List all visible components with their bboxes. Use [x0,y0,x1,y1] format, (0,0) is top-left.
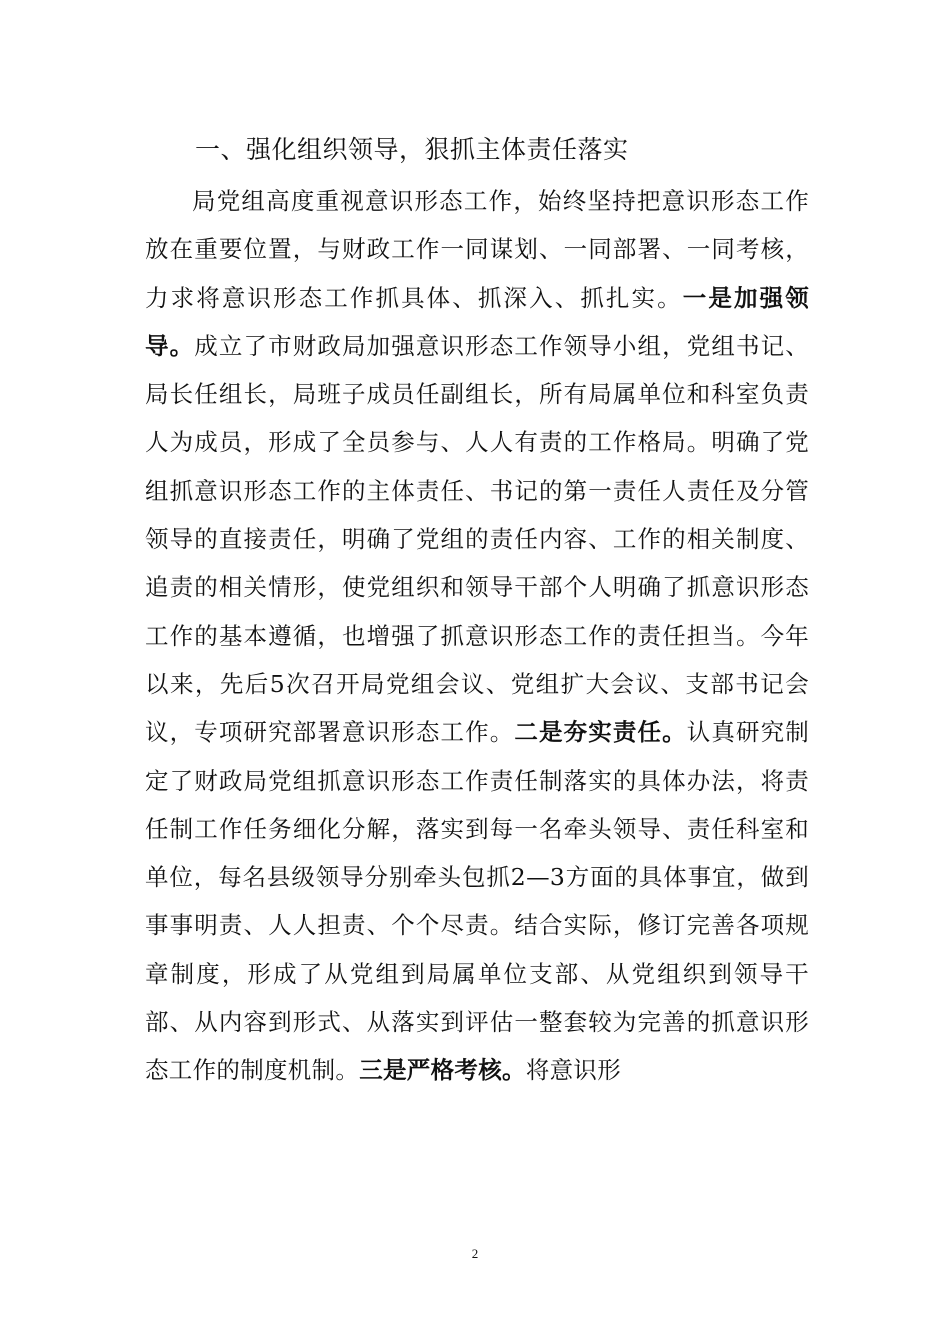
paragraph-run-bold: 二是夯实责任。 [514,718,687,747]
section-heading: 一、强化组织领导，狠抓主体责任落实 [195,135,629,164]
page-number: 2 [471,1246,479,1261]
body-paragraph [145,177,809,1095]
paragraph-run: 局党组高度重视意识形态工作，始终坚持把意识形态工作放在重要位置，与财政工作一同谋划、一同部署、一同考核，力求将意识形态工作抓具体、抓深入、抓扎实。 [145,187,809,312]
paragraph-run: 认真研究制定了财政局党组抓意识形态工作责任制落实的具体办法，将责任制工作任务细化分解，落实到每一名牵头领导、责任科室和单位，每名县级领导分别牵头包抓2—3方面的具体事宜，做到事事明责、人人担责、个个尽责。结合实际，修订完善各项规章制度，形成了从党组到局属单位支部、从党组织到领导干部、从内容到形式、从落实到评估一整套较为完善的抓意识形态工作的制度机制。 [145,718,809,1085]
paragraph-run-bold: 三是严格考核。 [359,1056,526,1085]
paragraph-run: 将意识形 [525,1056,622,1085]
paragraph-run: 成立了市财政局加强意识形态工作领导小组，党组书记、局长任组长，局班子成员任副组长，所有局属单位和科室负责人为成员，形成了全员参与、人人有责的工作格局。明确了党组抓意识形态工作的主体责任、书记的第一责任人责任及分管领导的直接责任，明确了党组的责任内容、工作的相关制度、追责的相关情形，使党组织和领导干部个人明确了抓意识形态工作的基本遵循，也增强了抓意识形态工作的责任担当。今年以来，先后5次召开局党组会议、党组扩大会议、支部书记会议，专项研究部署意识形态工作。 [145,331,809,747]
paragraph-run-bold: 一是加强领导。 [145,283,809,360]
